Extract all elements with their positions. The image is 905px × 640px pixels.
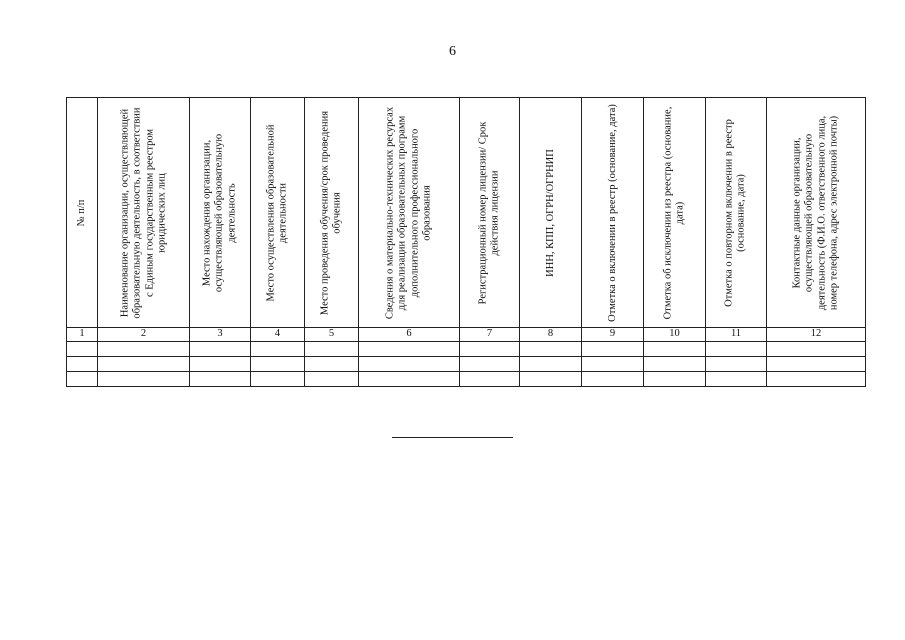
- table-cell: [98, 372, 190, 387]
- header-text: Отметка о повторном включении в реестр (основание, дата): [723, 118, 747, 307]
- header-text: ИНН, КПП, ОГРН/ОГРНИП: [544, 148, 556, 277]
- column-number: 10: [644, 328, 706, 342]
- column-number: 11: [706, 328, 767, 342]
- table-cell: [460, 357, 520, 372]
- header-text: Место нахождения организации, осуществляющей образовательную деятельность: [201, 133, 238, 292]
- header-cell: [767, 98, 866, 328]
- table-cell: [98, 342, 190, 357]
- table-cell: [251, 357, 305, 372]
- header-text: Контактные данные организации, осуществляющей образовательную деятельность (Ф.И.О. ответственного лица, номер телефона, адрес электронной почты): [791, 115, 840, 310]
- table-cell: [520, 372, 582, 387]
- table-cell: [520, 342, 582, 357]
- table-cell: [359, 372, 460, 387]
- table-cell: [767, 372, 866, 387]
- table-cell: [767, 357, 866, 372]
- table-cell: [190, 342, 251, 357]
- table-cell: [98, 357, 190, 372]
- table-cell: [190, 372, 251, 387]
- table-cell: [644, 372, 706, 387]
- header-cell: [251, 98, 305, 328]
- header-text: Наименование организации, осуществляющей образовательную деятельность, в соответствии с Единым государственным реестром юридических лиц: [118, 106, 167, 319]
- column-number: 3: [190, 328, 251, 342]
- page-number: 6: [449, 44, 456, 59]
- header-text: Сведения о материально-технических ресурсах для реализации образовательных программ дополнительного профессионального образования: [384, 106, 433, 319]
- column-number: 12: [767, 328, 866, 342]
- table-cell: [582, 342, 644, 357]
- table-cell: [359, 357, 460, 372]
- column-number: 8: [520, 328, 582, 342]
- header-text: № п/п: [75, 199, 87, 226]
- footer-divider-line: [392, 437, 513, 438]
- table-cell: [460, 372, 520, 387]
- header-cell: [359, 98, 460, 328]
- table-row: [67, 372, 866, 387]
- table-cell: [305, 357, 359, 372]
- table-cell: [460, 342, 520, 357]
- table-cell: [251, 342, 305, 357]
- table-cell: [767, 342, 866, 357]
- table-cell: [67, 372, 98, 387]
- table-cell: [582, 372, 644, 387]
- table-cell: [190, 357, 251, 372]
- table-header-row: [67, 98, 866, 328]
- header-cell: [98, 98, 190, 328]
- table-cell: [520, 357, 582, 372]
- table-row: [67, 342, 866, 357]
- header-cell: [67, 98, 98, 328]
- header-text: Место осуществления образовательной деятельности: [265, 124, 289, 301]
- column-number-row: [67, 328, 866, 342]
- column-number: 4: [251, 328, 305, 342]
- table-cell: [706, 342, 767, 357]
- table-cell: [644, 357, 706, 372]
- column-number: 9: [582, 328, 644, 342]
- header-cell: [460, 98, 520, 328]
- table-row: [67, 357, 866, 372]
- table-cell: [582, 357, 644, 372]
- table-cell: [305, 342, 359, 357]
- table-cell: [644, 342, 706, 357]
- header-cell: [706, 98, 767, 328]
- header-cell: [520, 98, 582, 328]
- column-number: 6: [359, 328, 460, 342]
- table-cell: [706, 357, 767, 372]
- table-cell: [67, 342, 98, 357]
- header-text: Место проведения обучения/срок проведения обучения: [319, 110, 343, 315]
- registry-table: [66, 97, 866, 387]
- column-number: 7: [460, 328, 520, 342]
- column-number: 5: [305, 328, 359, 342]
- header-cell: [644, 98, 706, 328]
- header-text: Отметка об исключении из реестра (основание, дата): [662, 106, 686, 319]
- column-number: 2: [98, 328, 190, 342]
- table-cell: [305, 372, 359, 387]
- table-cell: [251, 372, 305, 387]
- table-cell: [359, 342, 460, 357]
- header-cell: [582, 98, 644, 328]
- table-cell: [67, 357, 98, 372]
- column-number: 1: [67, 328, 98, 342]
- header-text: Отметка о включении в реестр (основание, дата): [606, 103, 618, 322]
- header-text: Регистрационный номер лицензии/ Срок действия лицензии: [477, 121, 501, 304]
- table-cell: [706, 372, 767, 387]
- header-cell: [305, 98, 359, 328]
- header-cell: [190, 98, 251, 328]
